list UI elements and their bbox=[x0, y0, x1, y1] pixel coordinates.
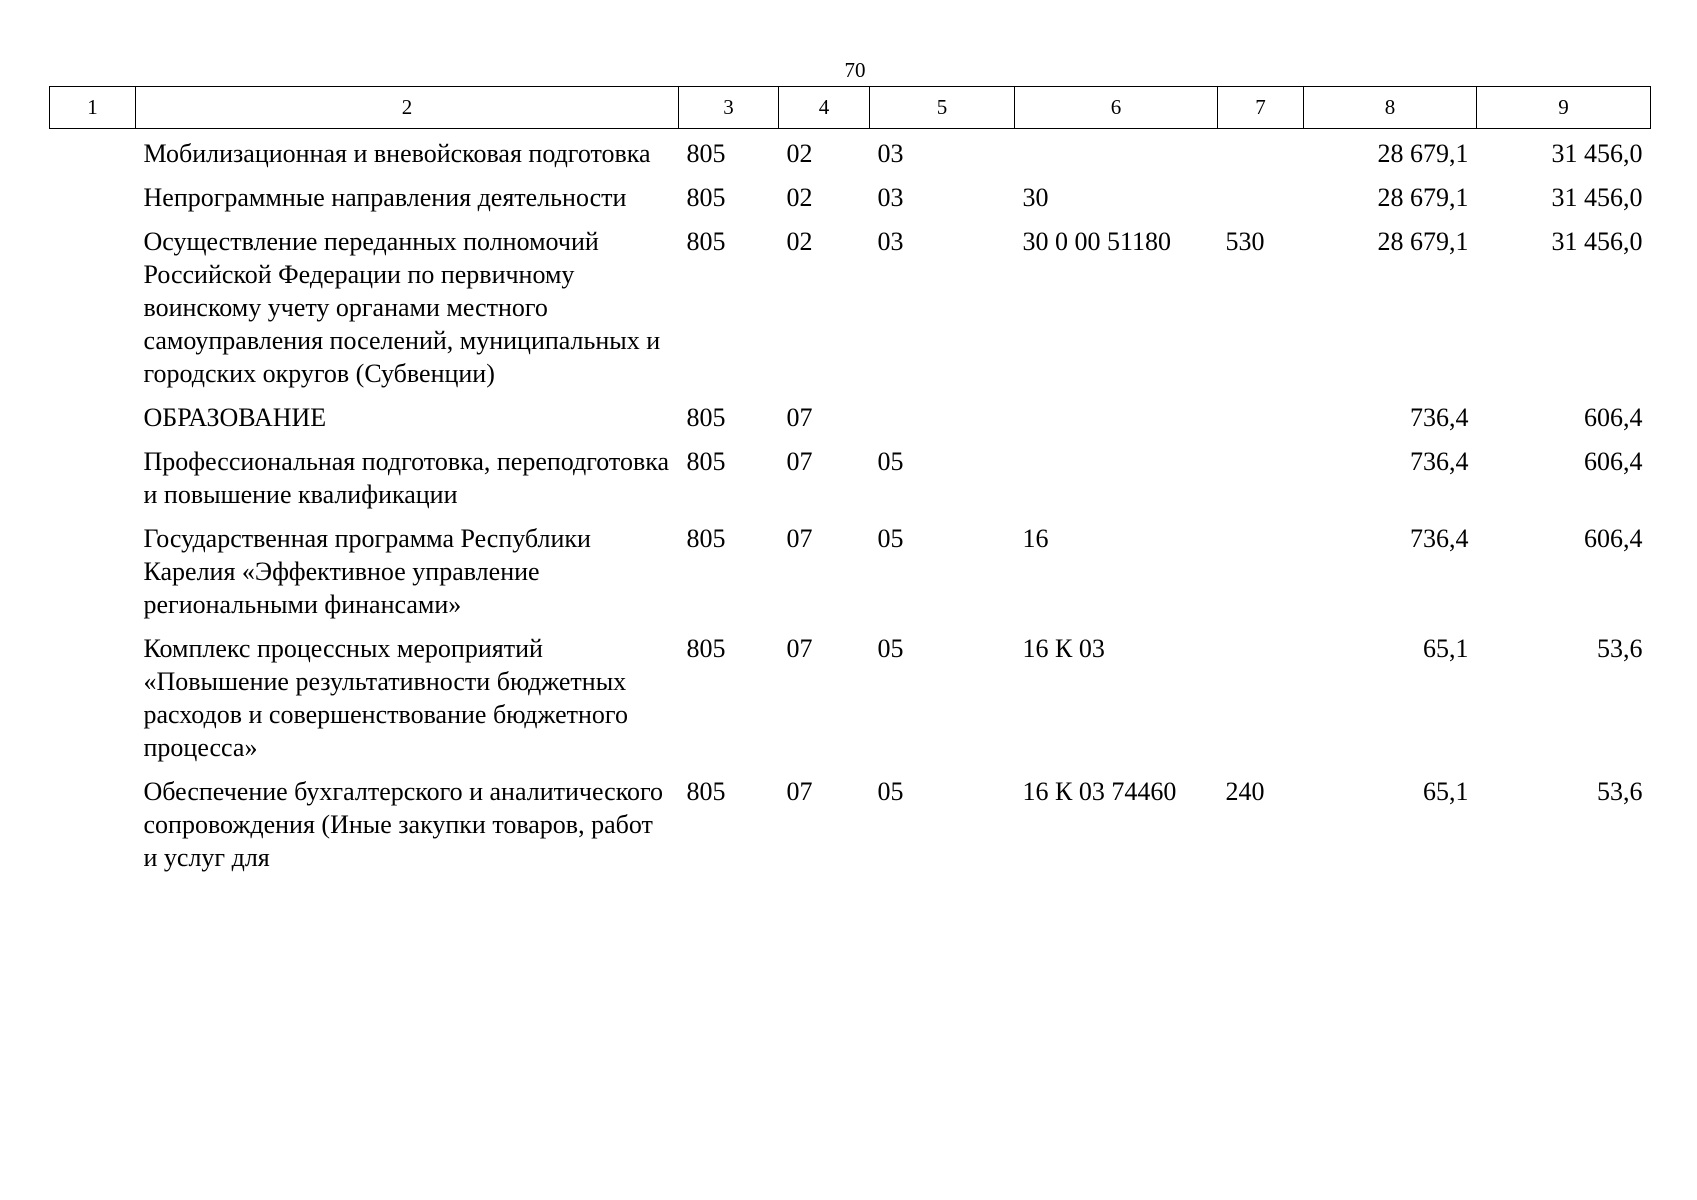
row-name: ОБРАЗОВАНИЕ bbox=[143, 403, 327, 432]
row-amount-1: 65,1 bbox=[1423, 777, 1469, 806]
row-expense-type bbox=[1218, 434, 1304, 511]
row-subsection bbox=[870, 390, 1015, 434]
row-ministry: 805 bbox=[686, 227, 726, 256]
row-subsection: 05 bbox=[877, 634, 904, 663]
row-amount-2: 606,4 bbox=[1584, 524, 1643, 553]
row-amount-1: 736,4 bbox=[1410, 447, 1469, 476]
table-row bbox=[50, 214, 1651, 390]
row-amount-1: 28 679,1 bbox=[1377, 139, 1469, 168]
row-section: 02 bbox=[786, 139, 813, 168]
row-ministry: 805 bbox=[686, 524, 726, 553]
row-section: 07 bbox=[786, 777, 813, 806]
row-subsection: 05 bbox=[877, 777, 904, 806]
row-name: Комплекс процессных мероприятий «Повышение результативности бюджетных расходов и совершенствование бюджетного процесса» bbox=[143, 634, 628, 762]
table-row bbox=[50, 434, 1651, 511]
row-target-article: 16 К 03 74460 bbox=[1022, 777, 1177, 806]
column-header-4: 4 bbox=[779, 87, 870, 129]
row-amount-2: 53,6 bbox=[1597, 634, 1643, 663]
row-expense-type bbox=[1218, 129, 1304, 171]
row-amount-2: 606,4 bbox=[1584, 447, 1643, 476]
row-name: Мобилизационная и вневойсковая подготовка bbox=[143, 139, 651, 168]
column-header-2: 2 bbox=[136, 87, 679, 129]
column-header-8: 8 bbox=[1304, 87, 1477, 129]
row-subsection: 03 bbox=[877, 139, 904, 168]
row-index-cell bbox=[50, 764, 136, 874]
column-header-5: 5 bbox=[870, 87, 1015, 129]
row-index-cell bbox=[50, 621, 136, 764]
row-subsection: 03 bbox=[877, 227, 904, 256]
row-index-cell bbox=[50, 214, 136, 390]
column-header-1: 1 bbox=[50, 87, 136, 129]
row-target-article bbox=[1015, 129, 1218, 171]
row-amount-2: 31 456,0 bbox=[1551, 139, 1643, 168]
row-amount-2: 606,4 bbox=[1584, 403, 1643, 432]
row-ministry: 805 bbox=[686, 183, 726, 212]
row-subsection: 03 bbox=[877, 183, 904, 212]
row-amount-2: 53,6 bbox=[1597, 777, 1643, 806]
row-expense-type bbox=[1218, 511, 1304, 621]
table-row bbox=[50, 621, 1651, 764]
table-row bbox=[50, 129, 1651, 171]
row-amount-1: 28 679,1 bbox=[1377, 183, 1469, 212]
row-target-article bbox=[1015, 434, 1218, 511]
row-index-cell bbox=[50, 511, 136, 621]
row-target-article: 16 К 03 bbox=[1022, 634, 1105, 663]
row-index-cell bbox=[50, 434, 136, 511]
row-amount-1: 736,4 bbox=[1410, 403, 1469, 432]
row-section: 07 bbox=[786, 447, 813, 476]
row-section: 07 bbox=[786, 524, 813, 553]
row-name: Профессиональная подготовка, переподготовка и повышение квалификации bbox=[143, 447, 670, 509]
row-expense-type: 240 bbox=[1225, 777, 1265, 806]
row-amount-2: 31 456,0 bbox=[1551, 183, 1643, 212]
column-header-3: 3 bbox=[679, 87, 779, 129]
row-ministry: 805 bbox=[686, 447, 726, 476]
table-header-row bbox=[50, 87, 1651, 129]
row-ministry: 805 bbox=[686, 139, 726, 168]
row-expense-type bbox=[1218, 170, 1304, 214]
table-row bbox=[50, 511, 1651, 621]
row-section: 02 bbox=[786, 227, 813, 256]
column-header-7: 7 bbox=[1218, 87, 1304, 129]
row-name: Осуществление переданных полномочий Российской Федерации по первичному воинскому учету органами местного самоуправления поселений, муниципальных и городских округов (Субвенции) bbox=[143, 227, 661, 388]
row-target-article: 30 0 00 51180 bbox=[1022, 227, 1172, 256]
column-header-9: 9 bbox=[1477, 87, 1651, 129]
row-target-article: 30 bbox=[1022, 183, 1049, 212]
row-ministry: 805 bbox=[686, 634, 726, 663]
row-amount-1: 65,1 bbox=[1423, 634, 1469, 663]
page-number: 70 bbox=[844, 58, 866, 82]
row-name: Государственная программа Республики Карелия «Эффективное управление региональными финансами» bbox=[143, 524, 591, 619]
row-index-cell bbox=[50, 129, 136, 171]
row-section: 07 bbox=[786, 403, 813, 432]
row-index-cell bbox=[50, 170, 136, 214]
row-name: Непрограммные направления деятельности bbox=[143, 183, 627, 212]
table-row bbox=[50, 170, 1651, 214]
row-target-article bbox=[1015, 390, 1218, 434]
row-subsection: 05 bbox=[877, 524, 904, 553]
row-expense-type: 530 bbox=[1225, 227, 1265, 256]
budget-table bbox=[49, 86, 1651, 874]
row-amount-1: 28 679,1 bbox=[1377, 227, 1469, 256]
row-expense-type bbox=[1218, 390, 1304, 434]
row-subsection: 05 bbox=[877, 447, 904, 476]
row-ministry: 805 bbox=[686, 403, 726, 432]
row-amount-1: 736,4 bbox=[1410, 524, 1469, 553]
table-row bbox=[50, 390, 1651, 434]
row-index-cell bbox=[50, 390, 136, 434]
table-row bbox=[50, 764, 1651, 874]
row-amount-2: 31 456,0 bbox=[1551, 227, 1643, 256]
row-target-article: 16 bbox=[1022, 524, 1049, 553]
row-name: Обеспечение бухгалтерского и аналитического сопровождения (Иные закупки товаров, работ и услуг для bbox=[143, 777, 664, 872]
row-section: 02 bbox=[786, 183, 813, 212]
row-ministry: 805 bbox=[686, 777, 726, 806]
column-header-6: 6 bbox=[1015, 87, 1218, 129]
row-expense-type bbox=[1218, 621, 1304, 764]
row-section: 07 bbox=[786, 634, 813, 663]
